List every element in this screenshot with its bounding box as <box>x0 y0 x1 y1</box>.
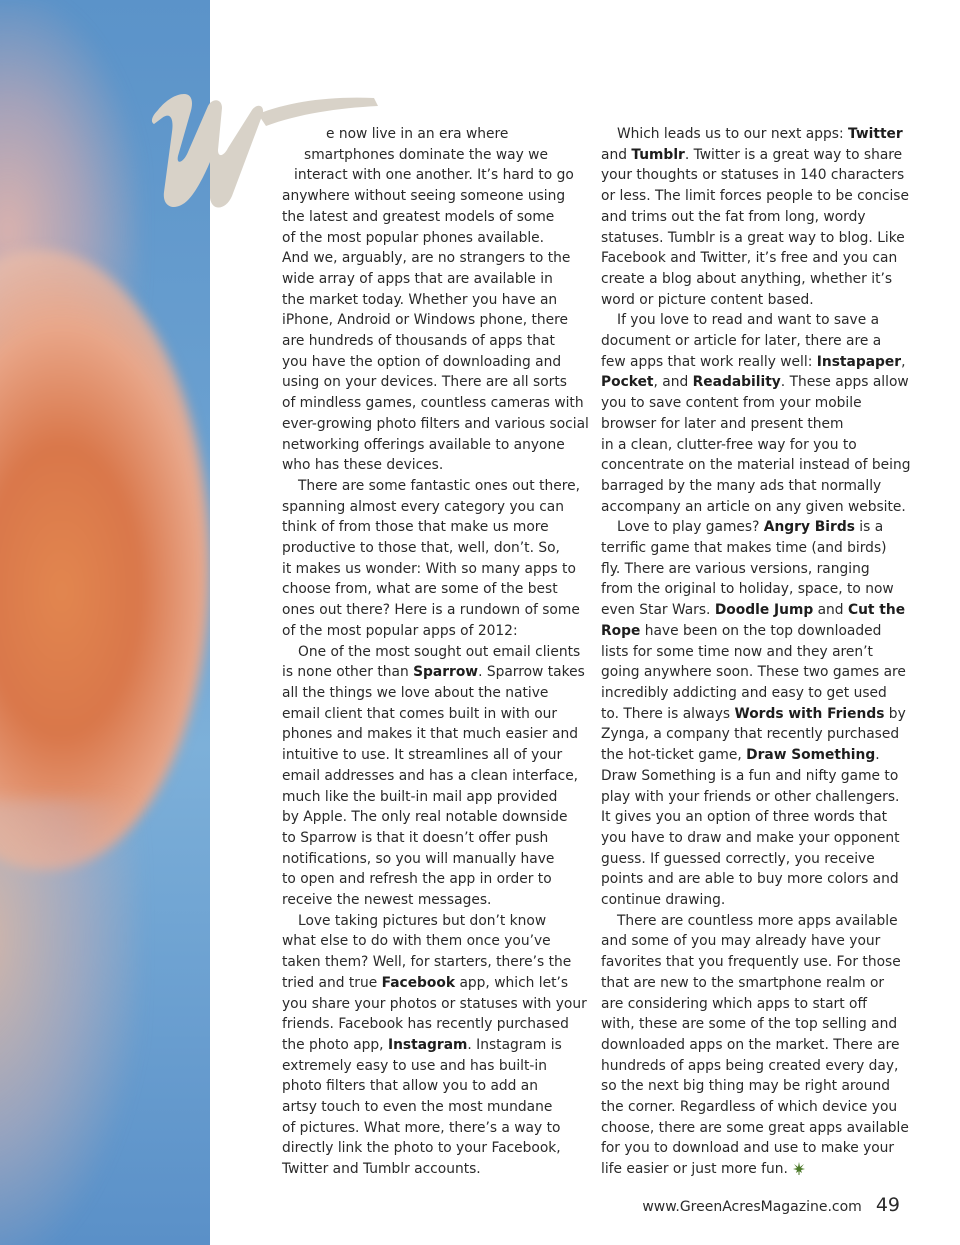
text-line: intuitive to use. It streamlines all of your <box>282 747 563 764</box>
text-line: by Apple. The only real notable downside <box>282 809 568 826</box>
app-name-sparrow: Sparrow <box>413 664 479 681</box>
app-name-facebook: Facebook <box>381 974 456 991</box>
app-name-twitter: Twitter <box>847 126 903 142</box>
text-line: Twitter and Tumblr accounts. <box>282 1161 481 1178</box>
text-line: of the most popular apps of 2012: <box>282 622 518 639</box>
text-line <box>601 745 911 766</box>
text-line <box>601 1159 911 1180</box>
text-line: interact with one another. It’s hard to go <box>294 167 574 184</box>
finger-highlight-bottom <box>0 800 140 1245</box>
text-line: you have the option of downloading and <box>282 353 562 370</box>
text-line: productive to those that, well, don’t. So, <box>282 540 560 557</box>
text-line: iPhone, Android or Windows phone, there <box>282 312 568 329</box>
app-name-readability: Readability <box>692 374 781 391</box>
text-line: points and are able to buy more colors and <box>601 871 899 888</box>
text-run: Which leads us to our next apps: <box>617 126 848 142</box>
app-name-instapaper: Instapaper <box>816 353 902 370</box>
text-line: are considering which apps to start off <box>601 995 867 1012</box>
text-line: receive the newest messages. <box>282 892 492 909</box>
text-line: create a blog about anything, whether it’s <box>601 270 893 287</box>
app-name-words-with-friends: Words with Friends <box>734 705 885 722</box>
text-line: wide array of apps that are available in <box>282 270 553 287</box>
text-line: think of from those that make us more <box>282 519 549 536</box>
text-line: continue drawing. <box>601 892 726 909</box>
app-name-instagram: Instagram <box>387 1036 468 1053</box>
text-run: to. There is always <box>601 705 735 722</box>
article-column-left <box>282 124 589 1180</box>
text-run: . Sparrow takes <box>478 664 585 681</box>
text-line: lists for some time now and they aren’t <box>601 643 873 660</box>
website-url: www.GreenAcresMagazine.com <box>642 1199 862 1215</box>
text-line: using on your devices. There are all sorts <box>282 374 567 391</box>
text-line: hundreds of apps being created every day, <box>601 1057 899 1074</box>
text-run: , and <box>653 374 693 391</box>
text-line: e now live in an era where <box>326 126 509 142</box>
text-run: the photo app, <box>282 1036 388 1053</box>
text-run: , <box>901 353 906 370</box>
text-line <box>601 352 911 373</box>
text-line: There are countless more apps available <box>617 912 898 929</box>
text-run: . These apps allow <box>780 374 909 391</box>
text-line: extremely easy to use and has built-in <box>282 1057 547 1074</box>
text-line: from the original to holiday, space, to now <box>601 581 894 598</box>
text-line: to open and refresh the app in order to <box>282 871 552 888</box>
text-line: going anywhere soon. These two games are <box>601 664 906 681</box>
text-line: document or article for later, there are a <box>601 333 882 350</box>
text-line: barraged by the many ads that normally <box>601 477 882 494</box>
text-line: or less. The limit forces people to be concise <box>601 188 909 205</box>
page-number: 49 <box>875 1194 900 1216</box>
text-line: phones and makes it that much easier and <box>282 726 578 743</box>
text-line: statuses. Tumblr is a great way to blog. Like <box>601 229 905 246</box>
text-run: is a <box>854 519 884 536</box>
text-line: smartphones dominate the way we <box>304 146 548 163</box>
text-line <box>601 704 911 725</box>
text-line <box>601 600 911 621</box>
text-line: spanning almost every category you can <box>282 498 565 515</box>
text-line: artsy touch to even the most mundane <box>282 1099 553 1116</box>
text-line: ever-growing photo filters and various social <box>282 415 589 432</box>
text-line: are hundreds of thousands of apps that <box>282 333 555 350</box>
text-line <box>601 145 911 166</box>
text-line: directly link the photo to your Facebook, <box>282 1140 561 1157</box>
text-line: email addresses and has a clean interface, <box>282 767 579 784</box>
article-column-right <box>601 124 911 1180</box>
text-line: email client that comes built in with our <box>282 705 558 722</box>
text-line: favorites that you frequently use. For those <box>601 954 901 971</box>
text-line: And we, arguably, are no strangers to the <box>282 250 571 267</box>
text-line: that are new to the smartphone realm or <box>601 974 885 991</box>
text-line: incredibly addicting and easy to get used <box>601 684 887 701</box>
text-run: is none other than <box>282 664 414 681</box>
text-run: have been on the top downloaded <box>640 622 882 639</box>
app-name-cut-the-rope: Cut the <box>847 602 906 619</box>
text-line: you share your photos or statuses with your <box>282 995 587 1012</box>
text-line: browser for later and present them <box>601 415 844 432</box>
text-line: choose from, what are some of the best <box>282 581 558 598</box>
text-line: Love taking pictures but don’t know <box>298 912 547 929</box>
text-line: what else to do with them once you’ve <box>282 933 551 950</box>
text-line: notifications, so you will manually have <box>282 850 555 867</box>
text-line <box>601 621 911 642</box>
text-line: to Sparrow is that it doesn’t offer push <box>282 829 549 846</box>
text-line: all the things we love about the native <box>282 684 549 701</box>
fingertip-image <box>0 250 210 870</box>
app-name-cut-the-rope-cont: Rope <box>601 622 641 639</box>
text-line: terrific game that makes time (and birds) <box>601 540 887 557</box>
text-line: it makes us wonder: With so many apps to <box>282 560 576 577</box>
text-line: of pictures. What more, there’s a way to <box>282 1119 561 1136</box>
text-line: who has these devices. <box>282 457 444 474</box>
text-line: One of the most sought out email clients <box>298 643 581 660</box>
text-line: of mindless games, countless cameras with <box>282 395 584 412</box>
text-run: . Twitter is a great way to share <box>684 146 903 163</box>
text-line: play with your friends or other challengers. <box>601 788 900 805</box>
text-line: and some of you may already have your <box>601 933 881 950</box>
text-run: . Instagram is <box>467 1036 562 1053</box>
text-line: choose, there are some great apps available <box>601 1119 909 1136</box>
text-line <box>601 372 911 393</box>
text-line: It gives you an option of three words that <box>601 809 888 826</box>
text-line <box>601 124 911 145</box>
app-name-pocket: Pocket <box>601 374 654 391</box>
text-run: and <box>813 602 848 619</box>
text-line: downloaded apps on the market. There are <box>601 1036 900 1053</box>
text-run: the hot-ticket game, <box>601 747 747 764</box>
text-run: Love to play games? <box>617 519 764 536</box>
text-run: life easier or just more fun. <box>601 1161 788 1178</box>
text-run: even Star Wars. <box>601 602 715 619</box>
text-line: the corner. Regardless of which device you <box>601 1099 898 1116</box>
text-line: Facebook and Twitter, it’s free and you can <box>601 250 898 267</box>
text-line: If you love to read and want to save a <box>617 312 880 329</box>
text-line: guess. If guessed correctly, you receive <box>601 850 875 867</box>
text-run: few apps that work really well: <box>601 353 817 370</box>
text-line: you have to draw and make your opponent <box>601 829 900 846</box>
text-line: Draw Something is a fun and nifty game to <box>601 767 899 784</box>
text-line <box>282 973 589 994</box>
text-line: and trims out the fat from long, wordy <box>601 208 866 225</box>
text-line: your thoughts or statuses in 140 characters <box>601 167 905 184</box>
text-line: the latest and greatest models of some <box>282 208 555 225</box>
text-line <box>282 662 589 683</box>
text-run: app, which let’s <box>455 974 569 991</box>
text-line: photo filters that allow you to add an <box>282 1078 539 1095</box>
text-line: friends. Facebook has recently purchased <box>282 1016 569 1033</box>
text-line: with, these are some of the top selling and <box>601 1016 898 1033</box>
text-line: ones out there? Here is a rundown of some <box>282 602 580 619</box>
text-line <box>282 1035 589 1056</box>
text-line: anywhere without seeing someone using <box>282 188 566 205</box>
text-line: of the most popular phones available. <box>282 229 545 246</box>
text-line: word or picture content based. <box>601 291 814 308</box>
app-name-angry-birds: Angry Birds <box>763 519 855 536</box>
text-line: accompany an article on any given website. <box>601 498 906 515</box>
text-line: concentrate on the material instead of being <box>601 457 911 474</box>
leaf-icon <box>792 1161 806 1175</box>
text-line: the market today. Whether you have an <box>282 291 558 308</box>
page-footer <box>642 1194 900 1216</box>
text-line: networking offerings available to anyone <box>282 436 565 453</box>
text-run: by <box>884 705 906 722</box>
text-line: Zynga, a company that recently purchased <box>601 726 900 743</box>
text-run: . <box>875 747 880 764</box>
text-line: fly. There are various versions, ranging <box>601 560 870 577</box>
text-line: in a clean, clutter-free way for you to <box>601 436 857 453</box>
app-name-doodle-jump: Doodle Jump <box>714 602 814 619</box>
text-line: for you to download and use to make your <box>601 1140 895 1157</box>
text-line: taken them? Well, for starters, there’s the <box>282 954 572 971</box>
app-name-draw-something: Draw Something <box>746 747 876 764</box>
text-line: you to save content from your mobile <box>601 395 862 412</box>
text-run: tried and true <box>282 974 382 991</box>
text-run: and <box>601 146 632 163</box>
app-name-tumblr: Tumblr <box>631 146 685 163</box>
text-line: much like the built-in mail app provided <box>282 788 558 805</box>
text-line: so the next big thing may be right around <box>601 1078 890 1095</box>
text-line <box>601 517 911 538</box>
text-line: There are some fantastic ones out there, <box>298 477 580 494</box>
